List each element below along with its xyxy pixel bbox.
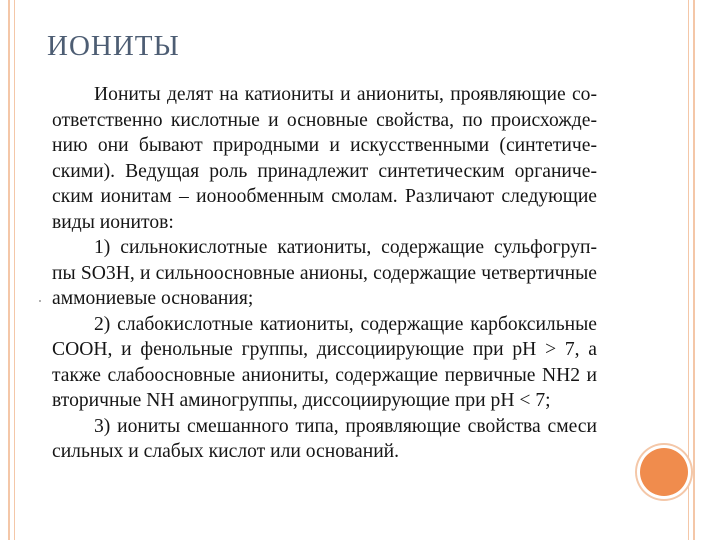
- text-line: скими). Ведущая роль принадлежит синтетическим органиче-: [52, 160, 597, 182]
- text-line: аммониевые основания;: [52, 288, 254, 309]
- text-line: 2) слабокислотные катиониты, содержащие карбоксильные: [94, 313, 597, 335]
- scanned-text-image: [52, 82, 597, 484]
- text-line: 3) иониты смешанного типа, проявляющие свойства смеси: [94, 415, 597, 437]
- text-line: COOH, и фенольные группы, диссоциирующие при pH > 7, а: [52, 339, 597, 360]
- text-line: сильных и слабых кислот или оснований.: [52, 441, 400, 462]
- text-line: ским ионитам – ионообменным смолам. Различают следующие: [52, 186, 597, 207]
- text-line: ответственно кислотные и основные свойства, по происхожде-: [52, 109, 597, 131]
- text-line: пы SO3H, и сильноосновные анионы, содержащие четвертичные: [52, 262, 597, 284]
- text-line: 1) сильнокислотные катиониты, содержащие сульфогруп-: [94, 237, 597, 258]
- text-line: Иониты делят на катиониты и аниониты, проявляющие со-: [94, 84, 597, 105]
- scan-speck: [39, 300, 41, 302]
- text-line: также слабоосновные аниониты, содержащие первичные NH2 и: [52, 364, 597, 386]
- slide-title: ИОНИТЫ: [47, 30, 180, 62]
- text-line: нию они бывают природными и искусственными (синтетиче-: [52, 135, 597, 156]
- orange-circle-decoration: [640, 448, 688, 496]
- text-line: виды ионитов:: [52, 211, 174, 233]
- text-line: вторичные NH аминогруппы, диссоциирующие при pH < 7;: [52, 390, 551, 411]
